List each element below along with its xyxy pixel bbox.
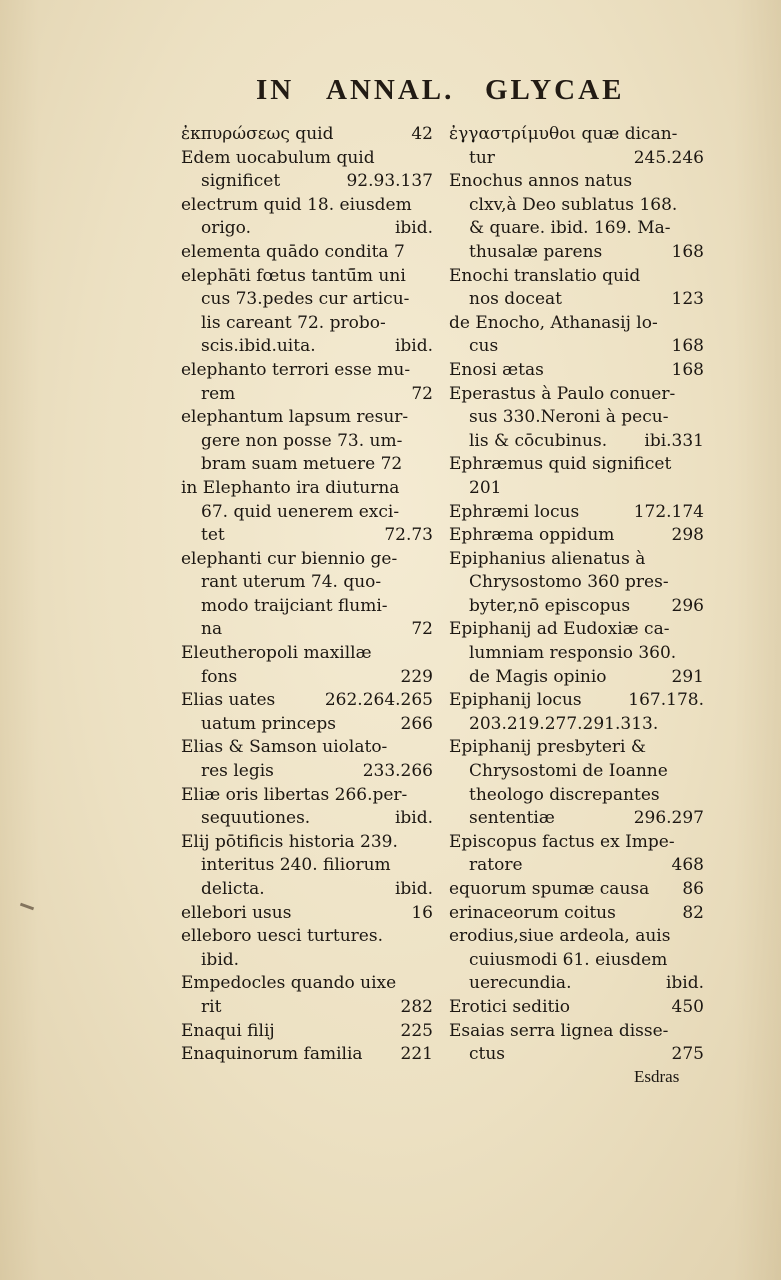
entry-page-number: 168: [671, 241, 704, 262]
entry-page-number: 450: [671, 996, 704, 1017]
entry-page-number: 298: [671, 525, 704, 546]
index-entry-line: [181, 736, 433, 760]
entry-text: modo traijciant flumi-: [201, 595, 388, 616]
entry-text: clxv,à Deo sublatus 168.: [469, 194, 678, 215]
index-entry-line: [181, 359, 433, 383]
entry-page-number: 245.246: [633, 147, 704, 168]
entry-text: elleboro uesci turtures.: [181, 926, 383, 947]
entry-text: tur: [469, 147, 495, 168]
index-entry-line: [181, 996, 433, 1020]
entry-text: interitus 240. filiorum: [201, 855, 391, 876]
entry-text: electrum quid 18. eiusdem: [181, 194, 412, 215]
index-entry-line: [449, 807, 704, 831]
entry-text: sequutiones.: [201, 808, 311, 829]
entry-text: erinaceorum coitus: [449, 902, 616, 923]
index-entry-line: [181, 784, 433, 808]
entry-page-number: 72.73: [384, 525, 433, 546]
entry-text: Edem uocabulum quid: [181, 147, 375, 168]
index-entry-line: [181, 713, 433, 737]
entry-text: Enaquinorum familia: [181, 1044, 363, 1065]
entry-text: ἐγγαστρίμυθοι quæ dican-: [449, 124, 678, 144]
entry-page-number: 296.297: [633, 808, 704, 829]
entry-page-number: 266: [400, 713, 433, 734]
entry-text: Epiphanij ad Eudoxiæ ca-: [449, 619, 670, 640]
entry-text: rant uterum 74. quo-: [201, 572, 382, 593]
entry-text: Elij pōtificis historia 239.: [181, 831, 398, 852]
entry-page-number: ibid.: [394, 218, 433, 239]
index-entry-line: [181, 265, 433, 289]
entry-text: sententiæ: [469, 808, 555, 829]
entry-page-number: 42: [411, 124, 433, 144]
entry-text: tet: [201, 525, 225, 546]
entry-text: elephantum lapsum resur-: [181, 407, 409, 428]
entry-text: ἐκπυρώσεως quid: [181, 124, 334, 144]
entry-text: lumniam responsio 360.: [469, 643, 677, 664]
entry-text: bram suam metuere 72: [201, 454, 403, 475]
index-entry-line: [449, 713, 704, 737]
index-entry-line: [181, 1020, 433, 1044]
entry-text: thusalæ parens: [469, 241, 603, 262]
index-entry-line: [449, 548, 704, 572]
index-entry-line: [181, 241, 433, 265]
entry-text: Elias & Samson uiolato-: [181, 737, 388, 758]
index-entry-line: [449, 618, 704, 642]
entry-text: Episcopus factus ex Impe-: [449, 831, 675, 852]
index-entry-line: [181, 878, 433, 902]
index-entry-line: [449, 430, 704, 454]
entry-page-number: 291: [671, 666, 704, 687]
entry-text: equorum spumæ causa: [449, 879, 650, 899]
index-entry-line: [181, 949, 433, 973]
index-entry-line: [181, 902, 433, 926]
entry-text: Ephræma oppidum: [449, 525, 615, 546]
index-entry-line: [449, 217, 704, 241]
index-entry-line: [449, 524, 704, 548]
entry-text: erodius,siue ardeola, auis: [449, 926, 671, 947]
entry-text: Empedocles quando uixe: [181, 973, 397, 994]
entry-text: de Enocho, Athanasij lo-: [449, 312, 658, 333]
entry-text: elementa quādo condita 7: [181, 241, 405, 262]
entry-text: 67. quid uenerem exci-: [201, 501, 400, 522]
index-entry-line: [449, 1020, 704, 1044]
index-entry-line: [449, 642, 704, 666]
entry-text: Enaqui filij: [181, 1020, 275, 1041]
entry-page-number: 72: [411, 619, 433, 640]
running-header: [0, 74, 781, 114]
entry-page-number: ibi.331: [644, 430, 704, 451]
index-entry-line: [449, 312, 704, 336]
entry-text: de Magis opinio: [469, 666, 607, 687]
entry-page-number: 16: [411, 902, 433, 923]
entry-text: res legis: [201, 761, 274, 782]
index-entry-line: [449, 194, 704, 218]
index-entry-line: [449, 760, 704, 784]
entry-text: gere non posse 73. um-: [201, 430, 403, 451]
entry-text: cuiusmodi 61. eiusdem: [469, 949, 668, 970]
index-entry-line: [449, 689, 704, 713]
index-entry-line: [181, 406, 433, 430]
index-entry-line: [181, 430, 433, 454]
entry-page-number: 82: [682, 902, 704, 923]
entry-text: Enosi ætas: [449, 359, 544, 380]
entry-page-number: 168: [671, 359, 704, 380]
entry-text: in Elephanto ira diuturna: [181, 477, 400, 498]
entry-text: Chrysostomo 360 pres-: [469, 572, 669, 593]
index-entry-line: [449, 265, 704, 289]
index-entry-line: [181, 217, 433, 241]
index-entry-line: [449, 666, 704, 690]
entry-text: rit: [201, 996, 222, 1017]
entry-page-number: 229: [400, 666, 433, 687]
index-entry-line: [449, 383, 704, 407]
index-entry-line: [449, 406, 704, 430]
entry-page-number: 468: [671, 855, 704, 876]
index-entry-line: [449, 501, 704, 525]
index-entry-line: [181, 123, 433, 147]
index-entry-line: [449, 241, 704, 265]
entry-text: Eperastus à Paulo conuer-: [449, 383, 676, 404]
entry-text: Epiphanij locus: [449, 690, 582, 711]
entry-text: Chrysostomi de Ioanne: [469, 761, 668, 782]
index-entry-line: [181, 666, 433, 690]
index-entry-line: [449, 996, 704, 1020]
index-entry-line: [449, 784, 704, 808]
entry-text: origo.: [201, 218, 252, 239]
entry-text: Elias uates: [181, 690, 276, 711]
entry-text: 203.219.277.291.313.: [469, 713, 659, 734]
entry-page-number: 123: [671, 289, 704, 310]
index-entry-line: [181, 288, 433, 312]
entry-page-number: 167.178.: [628, 690, 704, 711]
index-entry-line: [181, 1043, 433, 1067]
entry-text: Eleutheropoli maxillæ: [181, 643, 372, 664]
entry-page-number: ibid.: [665, 973, 704, 994]
entry-text: Erotici seditio: [449, 996, 571, 1017]
entry-text: nos doceat: [469, 289, 562, 310]
entry-text: ibid.: [201, 949, 240, 970]
index-entry-line: [181, 925, 433, 949]
index-entry-line: [181, 642, 433, 666]
index-entry-line: [449, 571, 704, 595]
entry-page-number: 282: [400, 996, 433, 1017]
index-entry-line: [181, 854, 433, 878]
index-entry-line: [181, 548, 433, 572]
index-entry-line: [181, 312, 433, 336]
index-entry-line: [449, 335, 704, 359]
entry-text: Eliæ oris libertas 266.per-: [181, 784, 408, 805]
entry-text: ctus: [469, 1044, 506, 1065]
entry-text: elephāti fœtus tantū̄m uni: [181, 265, 406, 286]
entry-text: delicta.: [201, 879, 265, 899]
index-entry-line: [181, 571, 433, 595]
index-entry-line: [181, 477, 433, 501]
entry-page-number: 172.174: [633, 501, 704, 522]
entry-text: uatum princeps: [201, 713, 336, 734]
index-entry-line: [181, 831, 433, 855]
index-entry-line: [449, 595, 704, 619]
index-entry-line: [449, 902, 704, 926]
entry-text: Enochi translatio quid: [449, 265, 641, 286]
index-entry-line: [449, 949, 704, 973]
index-entry-line: [181, 618, 433, 642]
index-column-left: [181, 123, 433, 1067]
entry-page-number: 221: [400, 1044, 433, 1065]
entry-text: theologo discrepantes: [469, 784, 660, 805]
entry-page-number: 92.93.137: [346, 171, 433, 192]
entry-page-number: 262.264.265: [324, 690, 433, 711]
index-entry-line: [449, 477, 704, 501]
index-entry-line: [181, 972, 433, 996]
entry-page-number: 168: [671, 336, 704, 357]
entry-text: 201: [469, 477, 502, 498]
entry-text: cus: [469, 336, 499, 357]
index-entry-line: [449, 288, 704, 312]
index-entry-line: [449, 854, 704, 878]
index-entry-line: [449, 925, 704, 949]
entry-text: fons: [201, 666, 238, 687]
entry-page-number: 86: [682, 879, 704, 899]
entry-text: cus 73.pedes cur articu-: [201, 289, 410, 310]
entry-page-number: 275: [671, 1044, 704, 1065]
header-word-annal: ANNAL.: [326, 74, 455, 106]
index-entry-line: [449, 1043, 704, 1067]
catchword: Esdras: [634, 1067, 680, 1086]
entry-text: Epiphanius alienatus à: [449, 548, 646, 569]
entry-text: scis.ibid.uita.: [201, 336, 316, 357]
entry-text: uerecundia.: [469, 973, 572, 994]
entry-page-number: ibid.: [394, 808, 433, 829]
entry-text: rem: [201, 383, 236, 404]
entry-text: elephanti cur biennio ge-: [181, 548, 398, 569]
index-entry-line: [181, 689, 433, 713]
index-entry-line: [181, 453, 433, 477]
entry-text: sus 330.Neroni à pecu-: [469, 407, 669, 428]
entry-page-number: 72: [411, 383, 433, 404]
index-entry-line: [449, 878, 704, 902]
entry-page-number: 296: [671, 595, 704, 616]
index-entry-line: [181, 807, 433, 831]
entry-text: na: [201, 619, 223, 640]
entry-text: lis & cōcubinus.: [469, 430, 608, 451]
index-entry-line: [181, 194, 433, 218]
index-entry-line: [449, 972, 704, 996]
entry-text: byter,nō episcopus: [469, 595, 631, 616]
index-entry-line: [181, 335, 433, 359]
header-word-in: IN: [256, 74, 295, 106]
index-entry-line: [449, 123, 704, 147]
index-entry-line: [181, 524, 433, 548]
margin-mark: [20, 903, 34, 911]
entry-text: lis careant 72. probo-: [201, 312, 386, 333]
entry-text: Esaias serra lignea disse-: [449, 1020, 669, 1041]
index-entry-line: [449, 170, 704, 194]
entry-page-number: ibid.: [394, 879, 433, 899]
index-entry-line: [181, 501, 433, 525]
entry-page-number: 233.266: [362, 761, 433, 782]
index-entry-line: [181, 147, 433, 171]
entry-text: significet: [201, 171, 281, 192]
entry-text: ratore: [469, 855, 523, 876]
header-word-glycae: GLYCAE: [485, 74, 625, 106]
index-entry-line: [449, 147, 704, 171]
entry-page-number: ibid.: [394, 336, 433, 357]
entry-text: ellebori usus: [181, 902, 292, 923]
index-entry-line: [181, 760, 433, 784]
entry-text: elephanto terrori esse mu-: [181, 359, 411, 380]
entry-page-number: 225: [400, 1020, 433, 1041]
index-column-right: [449, 123, 704, 1067]
index-entry-line: [449, 453, 704, 477]
index-entry-line: [181, 170, 433, 194]
index-entry-line: [449, 736, 704, 760]
index-entry-line: [449, 359, 704, 383]
index-entry-line: [449, 831, 704, 855]
entry-text: Enochus annos natus: [449, 171, 633, 192]
index-entry-line: [181, 383, 433, 407]
index-entry-line: [181, 595, 433, 619]
entry-text: & quare. ibid. 169. Ma-: [469, 218, 671, 239]
entry-text: Epiphanij presbyteri &: [449, 737, 647, 758]
entry-text: Ephræmi locus: [449, 501, 580, 522]
entry-text: Ephræmus quid significet: [449, 454, 672, 475]
